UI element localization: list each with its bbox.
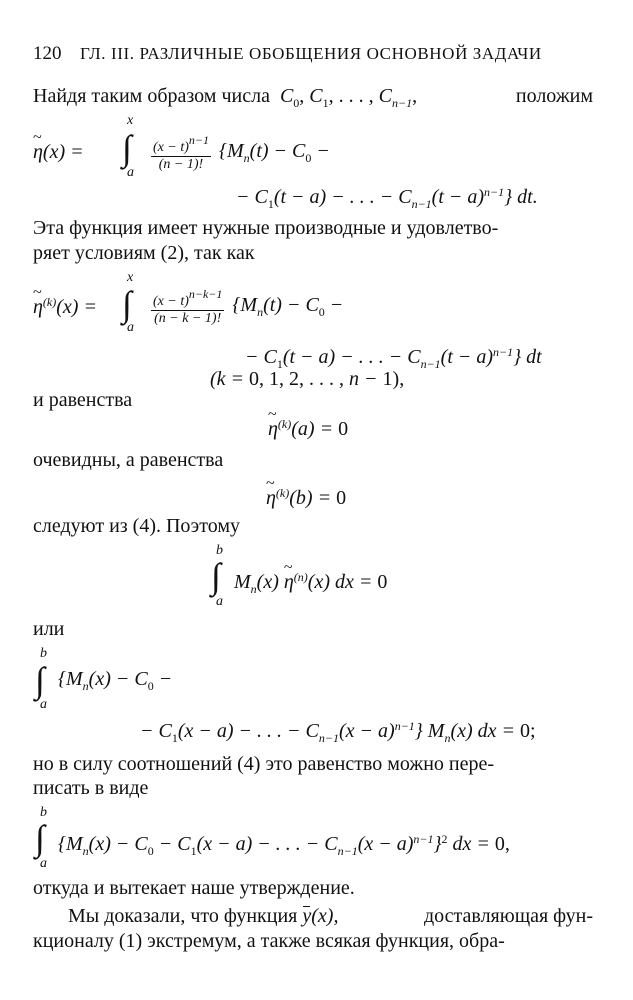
paragraph-text: откуда и вытекает наше утверждение. — [33, 877, 355, 899]
paragraph-text: кционалу (1) экстремум, а также всякая функция, обра- — [33, 930, 505, 952]
paragraph-text: доставляющая фун- — [423, 905, 593, 927]
formula-boundary-a: ~ $\eta^{(k)}(a) = 0$ — [268, 412, 348, 441]
paragraph-text: Эта функция имеет нужные производные и удовлетво- — [33, 217, 499, 239]
paragraph-text: Найдя таким образом числа — [33, 85, 270, 107]
paragraph-text: очевидны, а равенства — [33, 449, 224, 471]
paragraph-line — [33, 929, 593, 953]
paragraph-text: но в силу соотношений (4) это равенство можно пере- — [33, 753, 495, 775]
paragraph-text: или — [33, 618, 65, 640]
paragraph-line: Найдя таким образом числа $C_0$, $C_1$, . . . , $C_{n-1}$, положим — [33, 84, 593, 115]
running-title: ГЛ. III. РАЗЛИЧНЫЕ ОБОБЩЕНИЯ ОСНОВНОЙ ЗАДАЧИ — [80, 44, 542, 63]
paragraph-line — [33, 752, 593, 776]
paragraph-text: следуют из (4). Поэтому — [33, 515, 241, 537]
paragraph-line: Мы доказали, что функция y(x), доставляющая фун- — [68, 905, 593, 927]
paragraph-text: и равенства — [33, 389, 133, 411]
paragraph-text: ряет условиям (2), так как — [33, 242, 255, 264]
paragraph-text: писать в виде — [33, 777, 149, 799]
page-number: 120 — [33, 43, 62, 64]
formula-boundary-b: ~ $\eta^{(k)}(b) = 0$ — [266, 481, 346, 510]
paragraph-text: Мы доказали, что функция — [68, 905, 298, 927]
paragraph-text: положим — [515, 85, 593, 107]
paragraph-line — [33, 216, 593, 240]
